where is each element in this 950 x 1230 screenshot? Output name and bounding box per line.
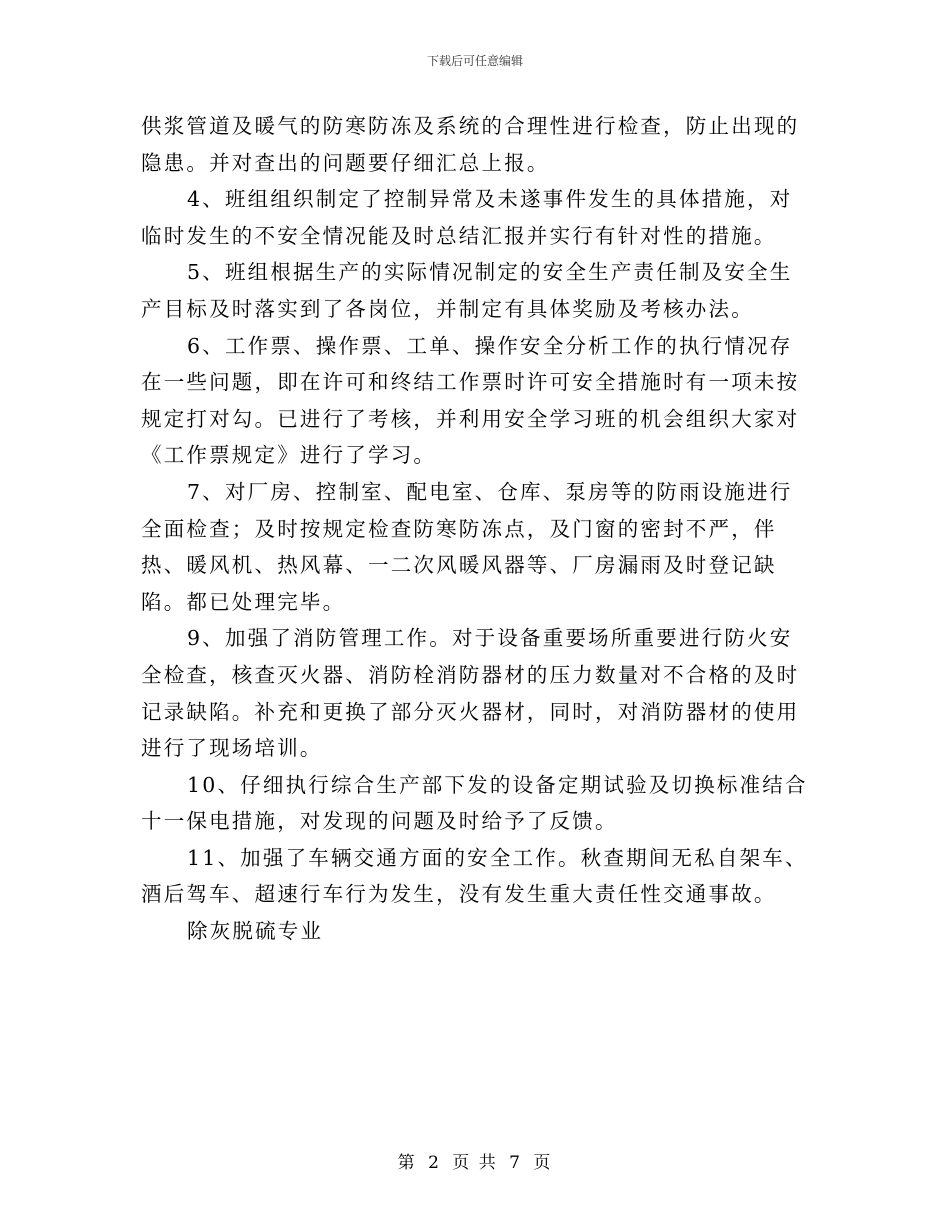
paragraph-item-11: 11、加强了车辆交通方面的安全工作。秋查期间无私自架车、酒后驾车、超速行车行为发生，没有发生重大责任性交通事故。 xyxy=(141,845,808,907)
paragraph-item-7: 7、对厂房、控制室、配电室、仓库、泵房等的防雨设施进行全面检查；及时按规定检查防寒防冻点，及门窗的密封不严，伴热、暖风机、热风幕、一二次风暖风器等、厂房漏雨及时登记缺陷。都已处理完毕。 xyxy=(141,479,793,614)
section-heading: 除灰脱硫专业 xyxy=(187,919,324,944)
footer-prefix: 第 xyxy=(397,1153,417,1173)
paragraph-item-5: 5、班组根据生产的实际情况制定的安全生产责任制及安全生产目标及时落实到了各岗位，并制定有具体奖励及考核办法。 xyxy=(141,260,793,321)
paragraph-item-6: 6、工作票、操作票、工单、操作安全分析工作的执行情况存在一些问题，即在许可和终结工作票时许可安全措施时有一项未按规定打对勾。已进行了考核，并利用安全学习班的机会组织大家对《工作票规定》进行了学习。 xyxy=(141,333,800,468)
paragraph-item-10: 10、仔细执行综合生产部下发的设备定期试验及切换标准结合十一保电措施，对发现的问题及时给予了反馈。 xyxy=(141,772,808,834)
footer-suffix: 页 xyxy=(533,1153,553,1173)
page-number: 2 xyxy=(428,1153,441,1173)
page-header: 下载后可任意编辑 xyxy=(426,54,523,68)
page-footer xyxy=(0,1152,950,1174)
paragraph-item-4: 4、班组组织制定了控制异常及未遂事件发生的具体措施，对临时发生的不安全情况能及时总结汇报并实行有针对性的措施。 xyxy=(141,187,793,248)
paragraph-item-9: 9、加强了消防管理工作。对于设备重要场所重要进行防火安全检查，核查灭火器、消防栓消防器材的压力数量对不合格的及时记录缺陷。补充和更换了部分灭火器材，同时，对消防器材的使用进行了现场培训。 xyxy=(141,626,800,761)
footer-middle: 页 共 xyxy=(452,1153,498,1173)
document-body xyxy=(141,108,811,950)
paragraph-continuation: 供浆管道及暖气的防寒防冻及系统的合理性进行检查，防止出现的隐患。并对查出的问题要仔细汇总上报。 xyxy=(141,114,800,175)
page-total: 7 xyxy=(509,1153,522,1173)
